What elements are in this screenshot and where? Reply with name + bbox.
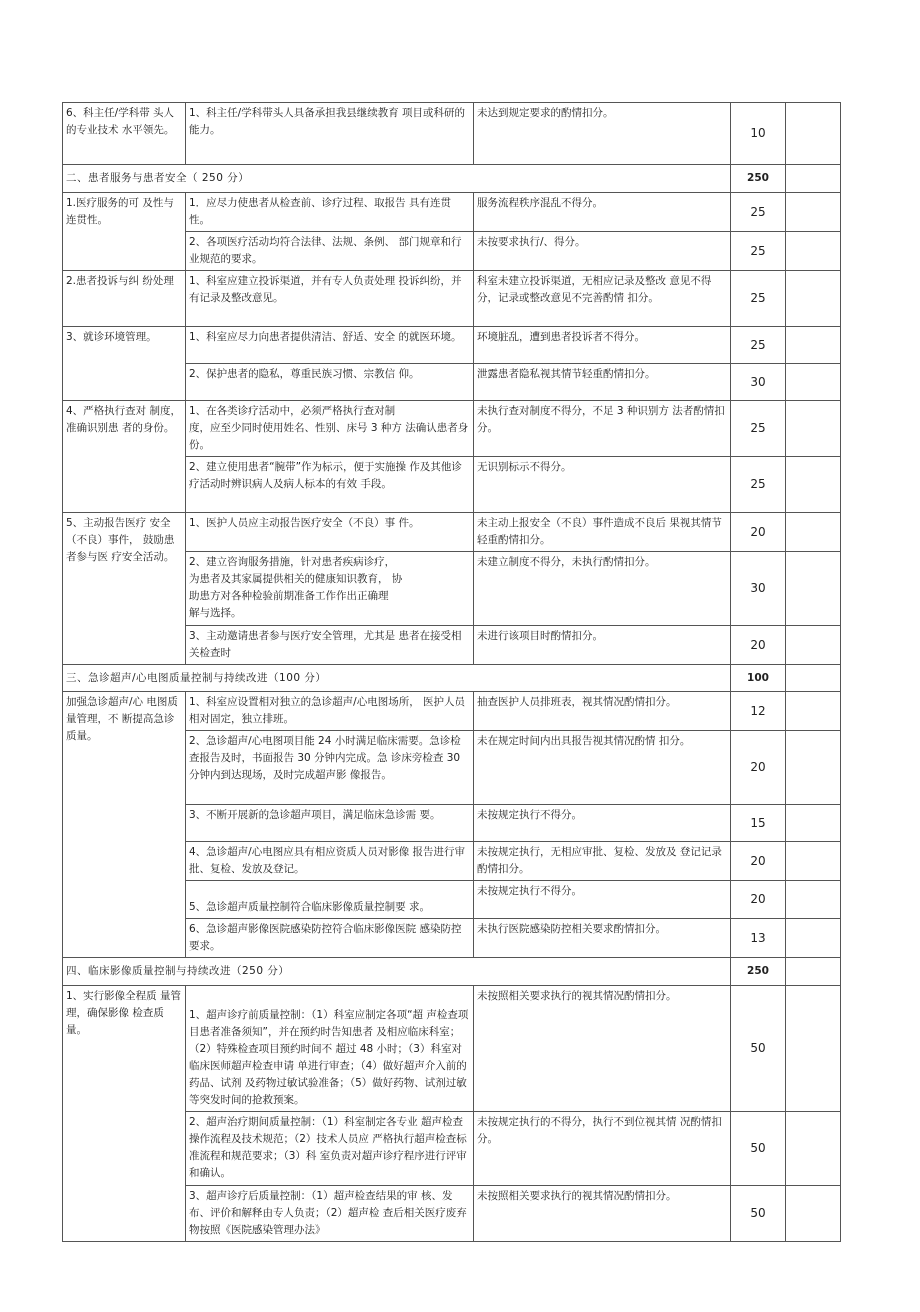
method-cell: 未达到规定要求的酌情扣分。 [474,103,731,165]
table-row [63,513,841,552]
score-cell: 25 [731,327,786,364]
table-row [63,986,841,1112]
table-row [63,327,841,364]
requirement-cell: 1、科室应建立投诉渠道，并有专人负责处理 投诉纠纷，并有记录及整改意见。 [186,271,474,327]
score-cell: 30 [731,552,786,626]
requirement-line: 为患者及其家属提供相关的健康知识教育， 协 [189,573,403,585]
score-cell: 15 [731,805,786,842]
score-cell: 12 [731,692,786,731]
blank-cell [786,552,841,626]
method-cell: 科室未建立投诉渠道，无相应记录及整改 意见不得分，记录或整改意见不完善酌情 扣分。 [474,271,731,327]
item-cell: 5、主动报告医疗 安全（不良）事件， 鼓励患者参与医 疗安全活动。 [63,513,186,665]
item-cell: 2.患者投诉与纠 纷处理 [63,271,186,327]
table-row [63,692,841,731]
blank-cell [786,958,841,986]
requirement-cell: 6、急诊超声影像医院感染防控符合临床影像医院 感染防控要求。 [186,919,474,958]
score-cell: 25 [731,232,786,271]
blank-cell [786,457,841,513]
blank-cell [786,842,841,881]
requirement-line: 1、在各类诊疗活动中，必须严格执行查对制 [189,405,396,417]
method-cell: 未执行查对制度不得分，不足 3 种识别方 法者酌情扣分。 [474,401,731,457]
method-cell: 无识别标示不得分。 [474,457,731,513]
blank-cell [786,626,841,665]
requirement-cell: 2、保护患者的隐私，尊重民族习惯、宗教信 仰。 [186,364,474,401]
score-cell: 20 [731,881,786,919]
score-cell: 20 [731,513,786,552]
score-cell: 25 [731,193,786,232]
method-cell: 未在规定时间内出具报告视其情况酌情 扣分。 [474,731,731,805]
score-cell: 50 [731,1112,786,1186]
requirement-cell: 1、医护人员应主动报告医疗安全（不良）事 件。 [186,513,474,552]
requirement-cell: 1、超声诊疗前质量控制：（1）科室应制定各项“超 声检查项目患者准备须知”，并在预约时告知患者 及相应临床科室；（2）特殊检查项目预约时间不 超过 48 小时；（3）科室对临床医师超声检查申请 单进行审查；（4）做好超声介入前的药品、试剂 及药物过敏试验准备；（5）做好药物、试剂过敏 等突发时间的抢救预案。 [186,986,474,1112]
method-cell: 未主动上报安全（不良）事件造成不良后 果视其情节轻重酌情扣分。 [474,513,731,552]
section-title: 三、急诊超声/心电图质量控制与持续改进（100 分） [63,665,731,692]
blank-cell [786,1186,841,1242]
method-cell: 未按规定执行的不得分，执行不到位视其情 况酌情扣分。 [474,1112,731,1186]
blank-cell [786,731,841,805]
score-cell: 50 [731,986,786,1112]
item-cell: 1、实行影像全程质 量管理，确保影像 检查质量。 [63,986,186,1242]
requirement-cell: 1、科主任/学科带头人具备承担我县继续教育 项目或科研的能力。 [186,103,474,165]
requirement-cell: 3、主动邀请患者参与医疗安全管理，尤其是 患者在接受相关检查时 [186,626,474,665]
method-cell: 环境脏乱，遭到患者投诉者不得分。 [474,327,731,364]
score-cell: 13 [731,919,786,958]
blank-cell [786,881,841,919]
requirement-cell: 5、急诊超声质量控制符合临床影像质量控制要 求。 [186,881,474,919]
blank-cell [786,364,841,401]
score-cell: 10 [731,103,786,165]
blank-cell [786,919,841,958]
requirement-cell: 2、急诊超声/心电图项目能 24 小时满足临床需要。急诊检查报告及时，书面报告 30 分钟内完成。急 诊床旁检查 30 分钟内到达现场，及时完成超声影 像报告。 [186,731,474,805]
method-cell: 未按照相关要求执行的视其情况酌情扣分。 [474,986,731,1112]
method-cell: 未执行医院感染防控相关要求酌情扣分。 [474,919,731,958]
blank-cell [786,513,841,552]
blank-cell [786,103,841,165]
requirement-line: 解与选择。 [189,607,242,619]
blank-cell [786,805,841,842]
score-cell: 25 [731,271,786,327]
method-cell: 未按规定执行不得分。 [474,881,731,919]
method-cell: 未按规定执行，无相应审批、复检、发放及 登记记录酌情扣分。 [474,842,731,881]
blank-cell [786,232,841,271]
item-cell: 1.医疗服务的可 及性与连贯性。 [63,193,186,271]
requirement-cell [186,552,474,626]
requirement-cell: 2、建立使用患者“腕带”作为标示，便于实施操 作及其他诊疗活动时辨识病人及病人标本的有效 手段。 [186,457,474,513]
blank-cell [786,665,841,692]
section-score: 250 [731,958,786,986]
section-header [63,165,841,193]
requirement-line: 助患方对各种检验前期准备工作作出正确理 [189,590,389,602]
method-cell: 泄露患者隐私视其情节轻重酌情扣分。 [474,364,731,401]
requirement-cell: 1、科室应设置相对独立的急诊超声/心电图场所， 医护人员相对固定，独立排班。 [186,692,474,731]
requirement-cell: 1．应尽力使患者从检查前、诊疗过程、取报告 具有连贯性。 [186,193,474,232]
requirement-cell: 3、不断开展新的急诊超声项目，满足临床急诊需 要。 [186,805,474,842]
assessment-table [62,102,841,1242]
section-header [63,665,841,692]
requirement-cell: 4、急诊超声/心电图应具有相应资质人员对影像 报告进行审批、复检、发放及登记。 [186,842,474,881]
item-cell: 3、就诊环境管理。 [63,327,186,401]
score-cell: 30 [731,364,786,401]
method-cell: 未建立制度不得分，未执行酌情扣分。 [474,552,731,626]
blank-cell [786,193,841,232]
requirement-line: 度，应至少同时使用姓名、性别、床号 3 种方 法确认患者身份。 [189,422,469,451]
method-cell: 未按要求执行/、得分。 [474,232,731,271]
requirement-cell: 3、超声诊疗后质量控制：（1）超声检查结果的审 核、发布、评价和解释由专人负责；（2）超声检 查后相关医疗废弃物按照《医院感染管理办法》 [186,1186,474,1242]
method-cell: 未进行该项目时酌情扣分。 [474,626,731,665]
score-cell: 20 [731,842,786,881]
score-cell: 25 [731,457,786,513]
section-score: 250 [731,165,786,193]
requirement-cell: 2、各项医疗活动均符合法律、法规、条例、 部门规章和行业规范的要求。 [186,232,474,271]
table-row [63,401,841,457]
blank-cell [786,986,841,1112]
item-cell: 6、科主任/学科带 头人的专业技术 水平领先。 [63,103,186,165]
requirement-line: 2、建立咨询服务措施，针对患者疾病诊疗， [189,556,396,568]
requirement-cell [186,401,474,457]
score-cell: 20 [731,626,786,665]
requirement-cell: 1、科室应尽力向患者提供清洁、舒适、安全 的就医环境。 [186,327,474,364]
section-title: 四、临床影像质量控制与持续改进（250 分） [63,958,731,986]
method-cell: 未按规定执行不得分。 [474,805,731,842]
blank-cell [786,1112,841,1186]
score-cell: 50 [731,1186,786,1242]
method-cell: 抽查医护人员排班表，视其情况酌情扣分。 [474,692,731,731]
score-cell: 20 [731,731,786,805]
method-cell: 未按照相关要求执行的视其情况酌情扣分。 [474,1186,731,1242]
item-cell: 4、严格执行查对 制度，准确识别患 者的身份。 [63,401,186,513]
table-row [63,103,841,165]
blank-cell [786,692,841,731]
section-title: 二、患者服务与患者安全（ 250 分） [63,165,731,193]
blank-cell [786,271,841,327]
item-cell: 加强急诊超声/心 电图质量管理，不 断提高急诊质量。 [63,692,186,958]
requirement-cell: 2、超声治疗期间质量控制：（1）科室制定各专业 超声检查操作流程及技术规范；（2）技术人员应 严格执行超声检查标准流程和规范要求；（3）科 室负责对超声诊疗程序进行评审和确认。 [186,1112,474,1186]
blank-cell [786,401,841,457]
table-row [63,271,841,327]
method-cell: 服务流程秩序混乱不得分。 [474,193,731,232]
score-cell: 25 [731,401,786,457]
table-row [63,193,841,232]
section-header [63,958,841,986]
blank-cell [786,165,841,193]
section-score: 100 [731,665,786,692]
blank-cell [786,327,841,364]
